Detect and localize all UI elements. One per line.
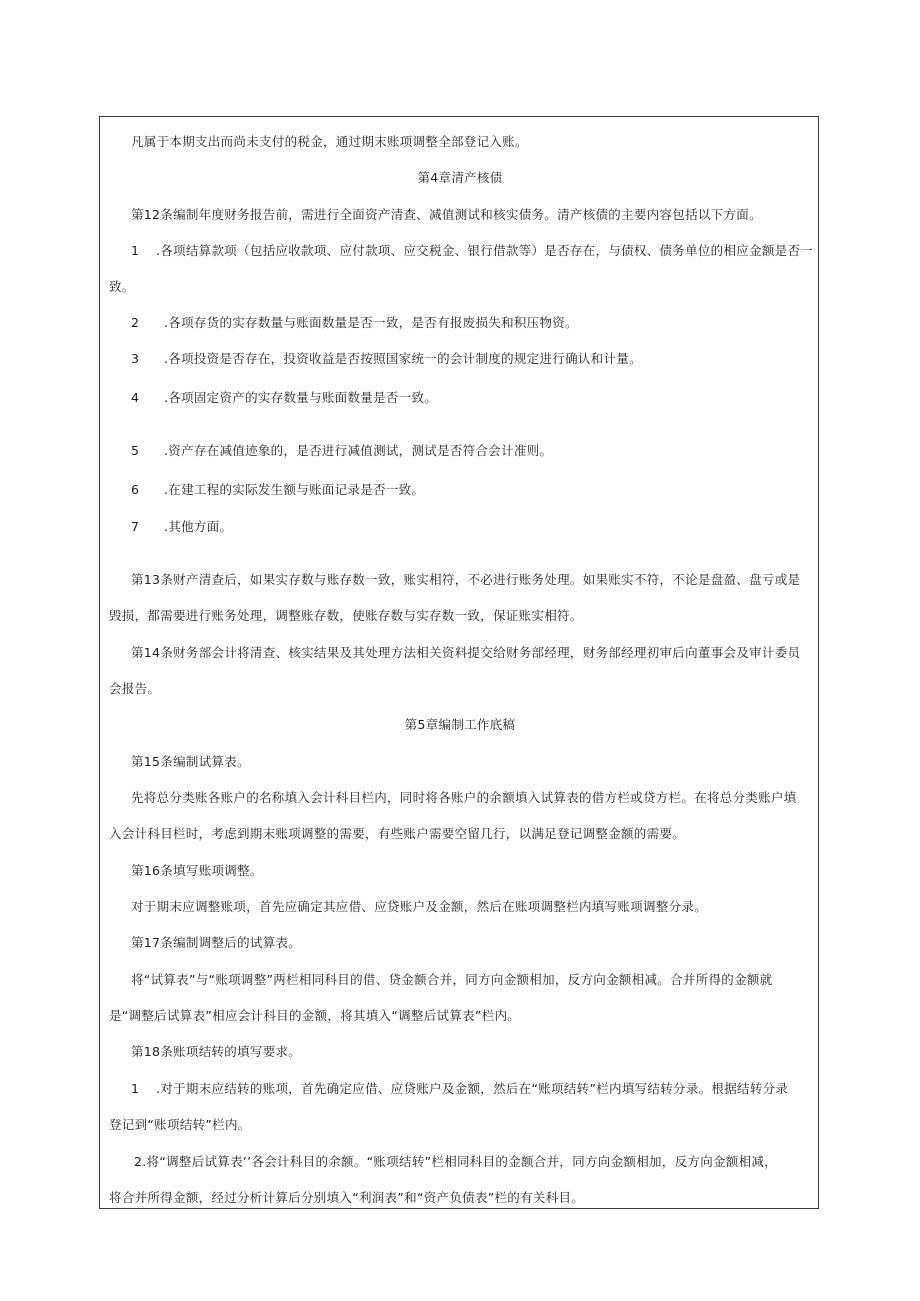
- article-16: 第16条填写账项调整。: [131, 863, 263, 878]
- document-frame: [99, 116, 819, 1209]
- item-7-number: 7: [131, 519, 139, 534]
- chapter-5-heading: 第5章编制工作底稿: [404, 717, 516, 732]
- item-1-number: 1: [131, 243, 139, 258]
- item-4-text: .各项固定资产的实存数量与账面数量是否一致。: [164, 390, 438, 405]
- article-13-cont: 毁损，都需要进行账务处理，调整账存数，使账存数与实存数一致，保证账实相符。: [109, 608, 583, 623]
- item-3-number: 3: [131, 351, 139, 366]
- item-6-text: .在建工程的实际发生额与账面记录是否一致。: [164, 482, 425, 497]
- article-12: 第12条编制年度财务报告前，需进行全面资产清查、减值测试和核实债务。清产核债的主要内容包括以下方面。: [131, 207, 762, 222]
- item-2-text: .各项存货的实存数量与账面数量是否一致，是否有报废损失和积压物资。: [164, 315, 578, 330]
- article-18-item-1-cont: 登记到“账项结转”栏内。: [109, 1117, 251, 1132]
- article-14-cont: 会报告。: [109, 681, 161, 696]
- article-15-para-1: 先将总分类账各账户的名称填入会计科目栏内，同时将各账户的余额填入试算表的借方栏或贷方栏。在将总分类账户填: [131, 790, 797, 805]
- article-16-para: 对于期末应调整账项，首先应确定其应借、应贷账户及金额，然后在账项调整栏内填写账项调整分录。: [131, 899, 708, 914]
- item-1-text-cont: 致。: [109, 279, 135, 294]
- article-13: 第13条财产清查后，如果实存数与账存数一致，账实相符，不必进行账务处理。如果账实不符，不论是盘盈、盘亏或是: [131, 572, 801, 587]
- article-14: 第14条财务部会计将清查、核实结果及其处理方法相关资料提交给财务部经理，财务部经理初审后向董事会及审计委员: [131, 645, 801, 660]
- article-18-item-1: .对于期末应结转的账项，首先确定应借、应贷账户及金额，然后在“账项结转”栏内填写结转分录。根据结转分录: [156, 1081, 789, 1096]
- article-18-item-2: 2.将“调整后试算表’’各会计科目的余额。“账项结转”栏相同科目的金额合并，同方向金额相加，反方向金额相减，: [134, 1154, 778, 1169]
- intro-paragraph: 凡属于本期支出而尚未支付的税金，通过期末账项调整全部登记入账。: [131, 134, 528, 149]
- article-17-para-1: 将“试算表”与“账项调整”两栏相同科目的借、贷金额合并，同方向金额相加，反方向金额相减。合并所得的金额就: [131, 972, 773, 987]
- item-5-number: 5: [131, 443, 139, 458]
- article-18-item-1-number: 1: [131, 1081, 139, 1096]
- item-2-number: 2: [131, 315, 139, 330]
- article-17: 第17条编制调整后的试算表。: [131, 935, 302, 950]
- item-6-number: 6: [131, 482, 139, 497]
- article-15-para-2: 入会计科目栏时，考虑到期末账项调整的需要，有些账户需要空留几行，以满足登记调整金额的需要。: [109, 826, 686, 841]
- item-5-text: .资产存在减值迹象的，是否进行减值测试，测试是否符合会计准则。: [164, 443, 553, 458]
- article-18: 第18条账项结转的填写要求。: [131, 1044, 302, 1059]
- item-3-text: .各项投资是否存在，投资收益是否按照国家统一的会计制度的规定进行确认和计量。: [164, 351, 642, 366]
- article-18-item-2-cont: 将合并所得金额，经过分析计算后分别填入“利润表”和“资产负债表”栏的有关科目。: [109, 1190, 585, 1205]
- article-15: 第15条编制试算表。: [131, 754, 250, 769]
- chapter-4-heading: 第4章清产核债: [417, 170, 503, 185]
- article-17-para-2: 是“调整后试算表”相应会计科目的金额，将其填入“调整后试算表”栏内。: [109, 1008, 521, 1023]
- item-7-text: .其他方面。: [164, 519, 233, 534]
- item-4-number: 4: [131, 390, 139, 405]
- item-1-text: .各项结算款项（包括应收款项、应付款项、应交税金、银行借款等）是否存在，与债权、债务单位的相应金额是否一: [156, 243, 814, 258]
